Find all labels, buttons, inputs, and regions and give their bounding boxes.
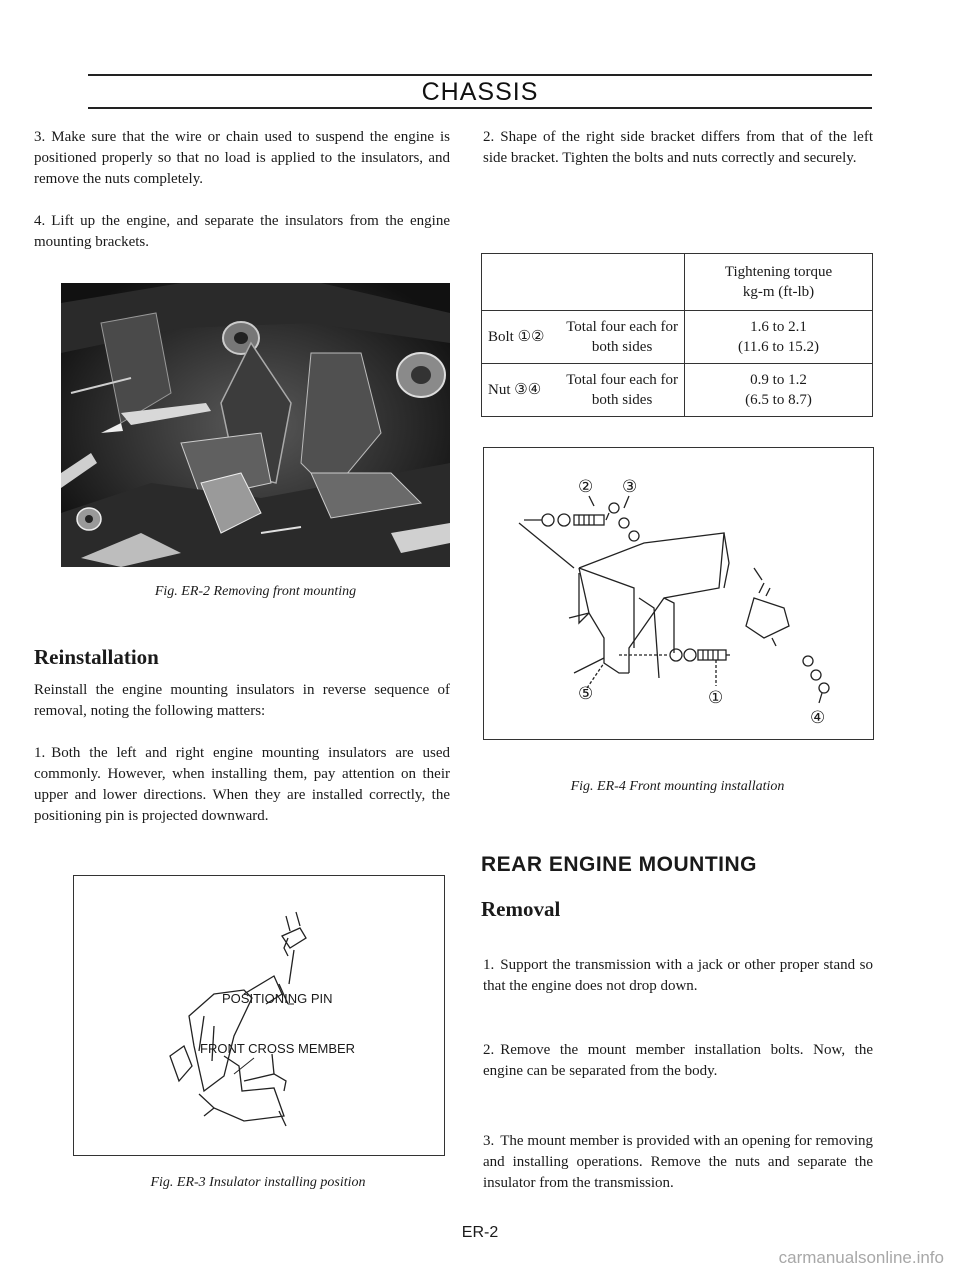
- step-3: [34, 127, 450, 190]
- removal-step-1: [483, 955, 873, 997]
- torque-part-name: Nut ③④: [488, 382, 542, 398]
- torque-value-metric: 0.9 to 1.2: [750, 372, 807, 388]
- engine-photo-drawing: [61, 283, 450, 567]
- torque-row-nut: [482, 364, 873, 417]
- step-number: 3.: [483, 1133, 495, 1149]
- fig-er3-caption: Fig. ER-3 Insulator installing position: [150, 1175, 366, 1190]
- callout-1: ①: [708, 688, 724, 707]
- header-rule-top: [88, 74, 872, 76]
- step-number: 2.: [483, 1042, 495, 1058]
- step-number: 2.: [483, 129, 495, 145]
- torque-header-blank: [482, 254, 685, 311]
- step-number: 1.: [34, 745, 46, 761]
- callout-2: ②: [578, 477, 594, 496]
- torque-value-imperial: (6.5 to 8.7): [745, 392, 812, 408]
- step-text: Support the transmission with a jack or other proper stand so that the engine does not drop down.: [483, 957, 873, 994]
- fig-er4-box: [483, 447, 874, 740]
- step-4: [34, 211, 450, 253]
- torque-header-line-2: kg-m (ft-lb): [742, 284, 815, 300]
- fig-er2-caption: Fig. ER-2 Removing front mounting: [154, 584, 357, 599]
- torque-row-value: [685, 364, 873, 417]
- torque-part-desc: [566, 317, 678, 357]
- step-text: Lift up the engine, and separate the insulators from the engine mounting brackets.: [34, 213, 450, 250]
- step-text: Remove the mount member installation bolts. Now, the engine can be separated from the body.: [483, 1042, 873, 1079]
- torque-row-value: [685, 311, 873, 364]
- reinstallation-intro: Reinstall the engine mounting insulators in reverse sequence of removal, noting the following matters:: [34, 682, 450, 719]
- insulator-diagram: [74, 876, 444, 1155]
- positioning-pin-label: POSITIONING PIN: [222, 991, 333, 1006]
- callout-4: ④: [810, 708, 826, 727]
- torque-header-cell: [685, 254, 873, 311]
- torque-header-line-1: Tightening torque: [724, 264, 833, 280]
- step-text: Shape of the right side bracket differs from that of the left side bracket. Tighten the bolts and nuts correctly and securely.: [483, 129, 873, 166]
- reinstall-step-2: [483, 127, 873, 169]
- torque-table: [481, 253, 873, 417]
- torque-desc-line-2: both sides: [591, 392, 653, 408]
- torque-row-label: [482, 311, 685, 364]
- torque-value-imperial: (11.6 to 15.2): [737, 339, 820, 355]
- torque-desc-line-1: Total four each for: [566, 319, 678, 335]
- fig-er3-box: [73, 875, 445, 1156]
- callout-5: ⑤: [578, 684, 594, 703]
- torque-desc-line-2: both sides: [591, 339, 653, 355]
- fig-er4-caption: Fig. ER-4 Front mounting installation: [570, 779, 785, 794]
- front-cross-member-label: FRONT CROSS MEMBER: [200, 1041, 356, 1056]
- header-rule-bottom: [88, 107, 872, 109]
- torque-part-desc: [566, 370, 678, 410]
- torque-row-bolt: [482, 311, 873, 364]
- torque-desc-line-1: Total four each for: [566, 372, 678, 388]
- engine-mount-photo: [61, 283, 450, 567]
- front-mounting-diagram: [484, 448, 873, 739]
- page-number: ER-2: [461, 1224, 499, 1241]
- step-number: 4.: [34, 213, 46, 229]
- rear-engine-mounting-heading: REAR ENGINE MOUNTING: [481, 853, 758, 876]
- step-number: 3.: [34, 129, 46, 145]
- watermark: carmanualsonline.info: [778, 1248, 944, 1267]
- callout-3: ③: [622, 477, 638, 496]
- torque-part-name: Bolt ①②: [488, 329, 545, 345]
- page-title: CHASSIS: [421, 78, 539, 106]
- removal-step-2: [483, 1040, 873, 1082]
- torque-row-label: [482, 364, 685, 417]
- step-text: The mount member is provided with an opening for removing and installing operations. Remove the nuts and separate the insulator from the transmission.: [483, 1133, 873, 1191]
- reinstallation-heading: Reinstallation: [34, 645, 159, 669]
- torque-value-metric: 1.6 to 2.1: [750, 319, 807, 335]
- step-number: 1.: [483, 957, 495, 973]
- step-text: Both the left and right engine mounting insulators are used commonly. However, when installing them, pay attention on their upper and lower directions. When they are installed correctly, the positioning pin is projected downward.: [34, 745, 450, 824]
- step-text: Make sure that the wire or chain used to suspend the engine is positioned properly so that no load is applied to the insulators, and remove the nuts completely.: [34, 129, 450, 187]
- torque-header-row: [482, 254, 873, 311]
- removal-step-3: [483, 1131, 873, 1194]
- reinstall-step-1: [34, 743, 450, 827]
- removal-heading: Removal: [481, 897, 561, 921]
